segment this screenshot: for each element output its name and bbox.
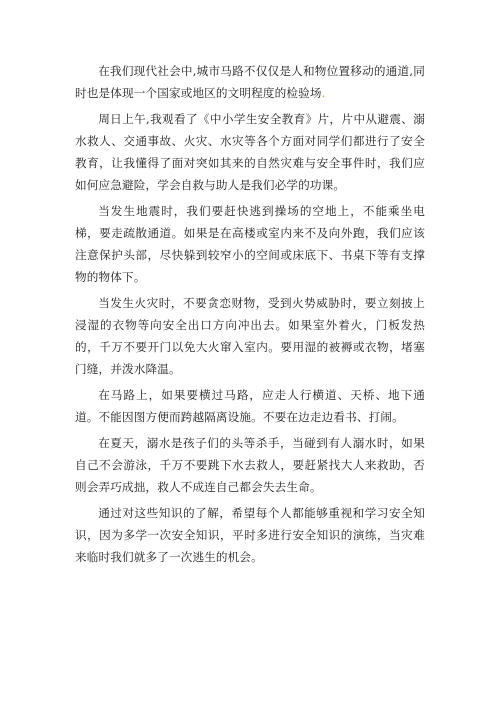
paragraph-conclusion: 通过对这些知识的了解，希望每个人都能够重视和学习安全知识，因为多学一次安全知识，平时多进行安全知识的演练，当灾难来临时我们就多了一次逃生的机会。 <box>75 506 425 564</box>
paragraph-end-mark: . <box>321 86 326 100</box>
paragraph-earthquake: 当发生地震时，我们要赶快逃到操场的空地上，不能乘坐电梯，要走疏散通道。如果是在高楼或室内来不及向外跑，我们应该注意保护头部，尽快躲到较窄小的空间或床底下、书桌下等有支撑物的物体下。 <box>75 204 425 284</box>
paragraph-fire: 当发生火灾时，不要贪恋财物，受到火势威胁时，要立刻披上浸湿的衣物等向安全出口方向冲出去。如果室外着火，门板发热的，千万不要开门以免大火窜入室内。要用湿的被褥或衣物，堵塞门缝，并泼水降温。 <box>75 296 425 376</box>
paragraph-intro-text: 在我们现代社会中,城市马路不仅仅是人和物位置移动的通道,同时也是体现一个国家或地区的文明程度的检验场 <box>75 64 425 100</box>
document-page <box>75 60 425 572</box>
paragraph-road-safety: 在马路上，如果要横过马路，应走人行横道、天桥、地下通道。不能因图方便而跨越隔离设施。不要在边走边看书、打闹。 <box>75 388 425 424</box>
paragraph-drowning: 在夏天，溺水是孩子们的头等杀手，当碰到有人溺水时，如果自己不会游泳，千万不要跳下水去救人，要赶紧找大人来救助，否则会弄巧成拙，救人不成连自己都会失去生命。 <box>75 436 425 494</box>
paragraph-video-intro: 周日上午,我观看了《中小学生安全教育》片，片中从避震、溺水救人、交通事故、火灾、水灾等各个方面对同学们都进行了安全教育，让我懂得了面对突如其来的自然灾难与安全事件时，我们应如何应急避险，学会自救与助人是我们必学的功课。 <box>75 112 425 192</box>
paragraph-intro <box>75 60 425 104</box>
